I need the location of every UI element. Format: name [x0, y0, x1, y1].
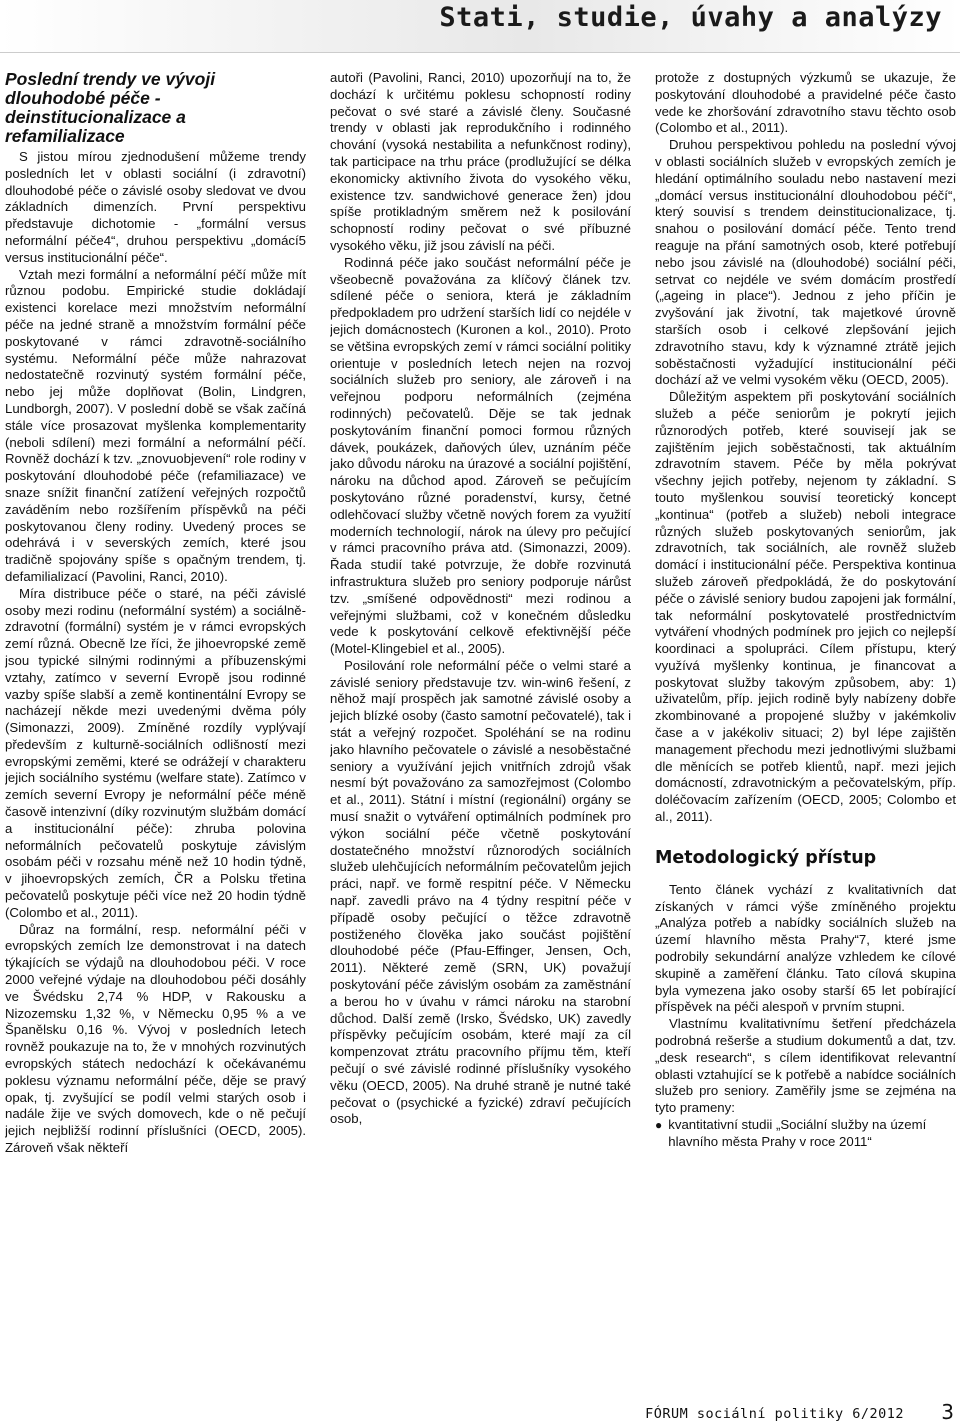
page-header — [0, 0, 960, 53]
section-header-title: Stati, studie, úvahy a analýzy — [439, 2, 942, 33]
paragraph: S jistou mírou zjednodušení můžeme trendy posledních let v oblasti sociální (i zdravotní) dlouhodobé péče o závislé osoby sledovat ve dvou základních dimenzích. První perspektivu představuje dichotomie - „formální versus neformální péče4“, druhou perspektivu „domácí5 versus institucionální péče“. — [5, 149, 306, 265]
methodology-heading: Metodologický přístup — [655, 847, 877, 868]
paragraph: Důležitým aspektem při poskytování sociálních služeb a péče seniorům je pokrytí jejich různorodých potřeb, které souvisejí jak se zajištěním jejich soběstačnosti, tak aktuálním zdravotním stavem. Péče by měla pokrývat všechny jejich potřeby, nejenom ty základní. S touto myšlenkou souvisí teoretický koncept „kontinua“ (potřeb a služeb) neboli integrace různých služeb poskytovaných seniorům, jak zdravotních, tak sociálních, ale rovněž služeb domácí i institucionální péče. Perspektiva kontinua služeb zároveň předpokládá, že do poskytování péče o závislé seniory budou zapojeni jak formální, tak neformální poskytovatelé prostřednictvím vytváření vhodných podmínek pro jejich co nejlepší koordinaci a spolupráci. Cílem přístupu, který využívá myšlenky kontinua, je financovat a poskytovat služby takovým způsobem, aby: 1) uživatelům, příp. jejich rodině byly nabízeny dobře zkombinované a propojené služby v jakémkoliv čase a v jakékoliv situaci; 2) byl lépe zajištěn management přechodu mezi jednotlivými službami dle měnících se potřeb klientů, např. mezi jejich domácností, zdravotnickým a pečovatelským, příp. doléčovacím zařízením (OECD, 2005; Colombo et al., 2011). — [655, 389, 956, 825]
text-column-3 — [655, 70, 956, 1388]
paragraph: protože z dostupných výzkumů se ukazuje, že poskytování dlouhodobé a pravidelné péče často vede ke zhoršování zdravotního stavu těchto osob (Colombo et al., 2011). — [655, 70, 956, 136]
paragraph: Druhou perspektivou pohledu na poslední vývoj v oblasti sociálních služeb v evropských zemích je hledání optimálního souladu nebo nastavení mezi „domácí versus institucionální dlouhodobou péčí“, který souvisí s trendem deinstitucionalizace, tj. snahou o posilování domácí péče. Tento trend reaguje na přání samotných osob, které potřebují nebo jsou závislé na (dlouhodobé) sociální péči, setrvat co nejdéle ve svém domácím prostředí („ageing in place“). Jednou z jeho příčin je zvyšování jak životní, tak majetkové úrovně starších osob i celkové zlepšování jejich zdravotního stavu, kdy k významné ztrátě jejich soběstačnosti vyžadující institucionální péči dochází až ve velmi vysokém věku (OECD, 2005). — [655, 137, 956, 388]
journal-issue-label: FÓRUM sociální politiky 6/2012 — [645, 1406, 904, 1422]
paragraph: Vlastnímu kvalitativnímu šetření předcházela podrobná rešerše a studium dokumentů a dat, tzv. „desk research“, s cílem identifikovat relevantní oblasti vztahující se k potřebě a nabídce sociálních služeb pro seniory. Zaměřily jsme se zejména na tyto prameny: — [655, 1016, 956, 1116]
page-footer — [0, 1400, 960, 1426]
paragraph: Rodinná péče jako součást neformální péče je všeobecně považována za klíčový článek tzv. sdílené péče o seniora, která je základním předpokladem pro udržení starších lidí co nejdéle v jejich domácnostech (Kuronen a kol., 2010). Proto se většina evropských zemí v rámci sociální politiky orientuje v posledních letech nejen na rozvoj sociálních služeb pro seniory, ale zároveň i na veřejnou podporu neformálních (zejména rodinných) pečovatelů. Děje se tak jednak poskytováním finanční pomoci formou různých dávek, poukázek, daňových úlev, uznáním péče jako důvodu nároku na úrazové a sociální pojištění, nároku na důchod apod. Zároveň se pečujícím poskytováno různé poradenství, kursy, četné odlehčovací služby včetně nových forem za využití moderních technologií, nárok na úlevy pro pečující v rámci pracovního práva atd. (Simonazzi, 2009). Řada studií také potvrzuje, že dobře rozvinutá infrastruktura služeb pro seniory podporuje nárůst tzv. „smíšené odpovědnosti“ mezi rodinou a veřejnými službami, což v konečném důsledku vede k poskytování celkově efektivnější péče (Motel-Klingebiel et al., 2005). — [330, 254, 631, 657]
paragraph: Důraz na formální, resp. neformální péči v evropských zemích lze demonstrovat i na datech týkajících se výdajů na dlouhodobou péči. V roce 2000 veřejné výdaje na dlouhodobou péči dosáhly ve Švédsku 2,74 % HDP, v Rakousku a Nizozemsku 1,32 %, v Německu 0,95 % a ve Španělsku 0,16 %. Vývoj v posledních letech rovněž poukazuje na to, že v mnohých rozvinutých evropských státech nedochází k očekávanému poklesu významu neformální péče, děje se pravý opak, tj. zvyšující se podíl velmi starých osob i nadále žije ve svých domovech, kde o ně pečují jejich nejbližší rodinní příslušníci (OECD, 2005). Zároveň však někteří — [5, 921, 306, 1156]
paragraph: Posilování role neformální péče o velmi staré a závislé seniory představuje tzv. win-win6 řešení, z něhož mají prospěch jak samotné závislé osoby a jejich blízké osoby (často samotní pečovatelé), tak i stát a veřejný rozpočet. Spoléhání se na rodinu jako hlavního pečovatele o závislé a nesoběstačné seniory a využívání jejich vnitřních zdrojů však nesmí být považováno za samozřejmost (Colombo et al., 2011). Státní i místní (regionální) orgány se musí snažit o vytváření optimálních podmínek pro výkon sociální péče včetně poskytování dostatečného množství různorodých sociálních služeb ulehčujících neformálním pečovatelům jejich práci, např. ve formě respitní péče. V Německu např. zavedli právo na 4 týdny respitní péče v případě osoby pečující o těžce zdravotně postiženého člověka jako součást pojištění dlouhodobé péče (Pfau-Effinger, Jensen, Och, 2011). Některé země (SRN, UK) považují poskytování péče závislým osobám za zaměstnání a berou ho v úvahu v rámci nároku na starobní důchod. Další země (Irsko, Švédsko, UK) zavedly příspěvky pečujícím osobám, které mají za cíl kompenzovat ztrátu pracovního příjmu těm, kteří pečují o své závislé rodinné příslušníky vysokého věku (OECD, 2005). Na druhé straně je nutné také pečovat o (psychické a fyzické) zdraví pečujících osob, — [330, 657, 631, 1127]
bullet-text: kvantitativní studii „Sociální služby na území hlavního města Prahy v roce 2011“ — [668, 1117, 927, 1149]
paragraph: autoři (Pavolini, Ranci, 2010) upozorňují na to, že dochází k určitému poklesu schopností rodiny pečovat o své staré a závislé členy. Současné trendy v oblasti jak reprodukčního i rodinného chování (vysoká nestabilita a nefunkčnost rodiny), tak participace na trhu práce (prodlužující se délka ekonomicky aktivního života do vysokého věku, existence tzv. sandwichové generace žen) jdou spíše protikladným směrem než k posilování schopností rodiny pečovat o své příbuzné vysokého věku, již jsou závislí na péči. — [330, 70, 631, 253]
page-number: 3 — [941, 1400, 954, 1424]
text-column-2 — [330, 70, 631, 1388]
text-column-1 — [5, 70, 306, 1388]
article-section-heading: Poslední trendy ve vývoji dlouhodobé péče - deinstitucionalizace a refamilializace — [5, 70, 216, 146]
paragraph: Míra distribuce péče o staré, na péči závislé osoby mezi rodinu (neformální systém) a sociálně-zdravotní (formální) systém je v rámci evropských zemí různá. Obecně lze říci, že jihoevropské země jsou typické silnými rodinnými a příbuzenskými vztahy, zatímco v severní Evropě jsou rodinné vazby spíše slabší a země kontinentální Evropy se nacházejí někde mezi uvedenými dvěma póly (Simonazzi, 2009). Zmíněné rozdíly vyplývají především z kulturně-sociálních odlišností mezi evropskými zeměmi, které se odrážejí v charakteru jejich sociálního systému (welfare state). Zatímco v zemích severní Evropy je neformální péče méně časově intenzivní (díky rozvinutým službám domácí a institucionální péče): zhruba polovina neformálních pečovatelů poskytuje závislým osobám péči v rozsahu méně než 10 hodin týdně, v jihoevropských zemích, ČR a Polsku třetina pečovatelů poskytuje péči více než 20 hodin týdně (Colombo et al., 2011). — [5, 585, 306, 920]
paragraph: Vztah mezi formální a neformální péčí může mít různou podobu. Empirické studie dokládají existenci korelace mezi množstvím neformální péče na jedné straně a množstvím formální péče poskytované v rámci zdravotně-sociálního systému. Neformální péče může nahrazovat nedostatečně rozvinutý systém formální péče, nebo jej může doplňovat (Bolin, Lindgren, Lundborgh, 2007). V poslední době se však začíná stále více prosazovat myšlenka komplementarity (neboli sdílení) mezi formální a neformální péčí. Rovněž dochází k tzv. „znovuobjevení“ role rodiny v poskytování dlouhodobé péče (refamiliazace) ve snaze snížit finanční zatížení veřejných rozpočtů zaváděním nebo rozšířením příspěvků na péči poskytovanou členy rodiny. Uvedený proces se odehrává i v severských zemích, které jsou tradičně spojovány spíše s opačným trendem, tj. defamilializací (Pavolini, Ranci, 2010). — [5, 266, 306, 584]
bullet-item — [655, 1117, 956, 1151]
bullet-icon: ● — [655, 1118, 663, 1133]
paragraph: Tento článek vychází z kvalitativních dat získaných v rámci výše zmíněného projektu „Analýza potřeb a nabídky sociálních služeb na území hlavního města Prahy“7, které jsme podrobily sekundární analýze vzhledem ke cílové skupině a zaměření článku. Tato cílová skupina byla vymezena jako osoby starší 65 let pobírající příspěvek na péči alespoň v prvním stupni. — [655, 881, 956, 1015]
